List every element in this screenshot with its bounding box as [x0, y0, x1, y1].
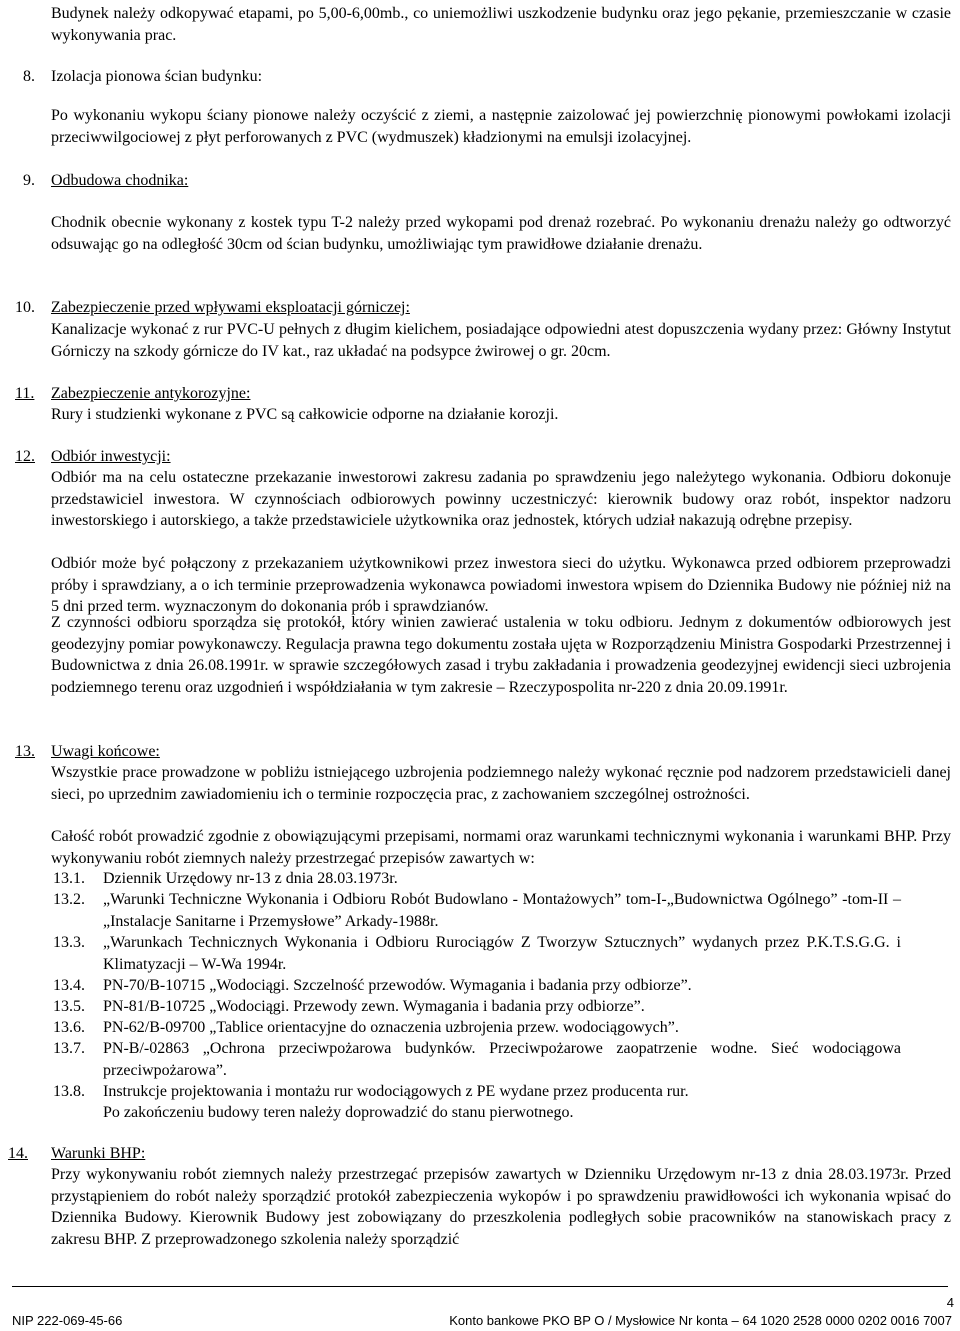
list-item-number: 13.1. — [53, 870, 85, 887]
section-number: 13. — [15, 743, 35, 760]
section-13-paragraph-2: Całość robót prowadzić zgodnie z obowiązującymi przepisami, normami oraz warunkami technicznymi wykonania i warunkami BHP. Przy wykonywaniu robót ziemnych należy przestrzegać przepisów zawartych w: — [51, 828, 951, 867]
section-title: Zabezpieczenie przed wpływami eksploatacji górniczej: — [51, 299, 410, 316]
section-12-paragraph-3: Z czynności odbioru sporządza się protokół, który winien zawierać ustalenia w toku odbioru. Jednym z dokumentów odbiorowych jest geodezyjny pomiar powykonawczy. Regulacja prawna tego dokumentu została ujęta w Rozporządzeniu Ministra Gospodarki Przestrzennej i Budownictwa z dnia 26.08.1991r. w sprawie szczegółowych zasad i trybu zakładania i prowadzenia geodezyjnej ewidencji sieci uzbrojenia podziemnego terenu oraz uzgodnień i współdziałania w tym zakresie – Rzeczypospolita nr-220 z dnia 20.09.1991r. — [51, 614, 951, 696]
list-item-number: 13.6. — [53, 1019, 85, 1036]
section-11-paragraph: Rury i studzienki wykonane z PVC są całkowicie odporne na działanie korozji. — [51, 406, 559, 423]
section-title: Odbudowa chodnika: — [51, 172, 189, 189]
section-10-paragraph: Kanalizacje wykonać z rur PVC-U pełnych z długim kielichem, posiadające odpowiedni atest dopuszczenia wydany przez: Główny Instytut Górniczy na szkody górnicze do IV kat., raz układać na podsypce żwirowej o gr. 20cm. — [51, 321, 951, 360]
section-title: Uwagi końcowe: — [51, 743, 160, 760]
list-item-text: „Warunki Techniczne Wykonania i Odbioru Robót Budowlano - Montażowych” tom-I-„Budownictwa Ogólnego” -tom-II –„Instalacje Sanitarne i Przemysłowe” Arkady-1988r. — [103, 891, 901, 930]
footer-nip: NIP 222-069-45-66 — [12, 1313, 123, 1328]
list-item-text: PN-81/B-10725 „Wodociągi. Przewody zewn. Wymagania i badania przy odbiorze”. — [103, 998, 645, 1015]
footer-bank-account: Konto bankowe PKO BP O / Mysłowice Nr konta – 64 1020 2528 0000 0202 0016 7007 — [449, 1313, 952, 1328]
section-12-paragraph-1: Odbiór ma na celu ostateczne przekazanie inwestorowi zakresu zadania po sprawdzeniu jego należytego wykonania. Odbioru dokonuje przedstawiciel inwestora. W czynnościach odbiorowych powinny uczestniczyć: kierownik budowy oraz robót, inspektor nadzoru inwestorskiego i autorskiego, a także przedstawiciele użytkownika oraz jednostek, których udział nakazują odrębne przepisy. — [51, 469, 951, 529]
list-item-number: 13.4. — [53, 977, 85, 994]
list-item-text: „Warunkach Technicznych Wykonania i Odbioru Rurociągów Z Tworzyw Sztucznych” wydanych przez P.K.T.S.G.G. i Klimatyzacji – W-Wa 1994r. — [103, 934, 901, 973]
list-item-number: 13.5. — [53, 998, 85, 1015]
list-item-number: 13.2. — [53, 891, 85, 908]
list-item-text: Dziennik Urzędowy nr-13 z dnia 28.03.1973r. — [103, 870, 398, 887]
section-title: Izolacja pionowa ścian budynku: — [51, 68, 263, 85]
list-item-number: 13.7. — [53, 1040, 85, 1057]
list-item-text: PN-B/-02863 „Ochrona przeciwpożarowa budynków. Przeciwpożarowe zaopatrzenie wodne. Sieć wodociągowa przeciwpożarowa”. — [103, 1040, 901, 1079]
intro-paragraph: Budynek należy odkopywać etapami, po 5,00-6,00mb., co uniemożliwi uszkodzenie budynku oraz jego pękanie, przemieszczanie w czasie wykonywania prac. — [51, 5, 951, 44]
section-number: 10. — [15, 299, 35, 316]
section-number: 14. — [8, 1145, 28, 1162]
footer-divider — [12, 1286, 948, 1287]
section-9-paragraph: Chodnik obecnie wykonany z kostek typu T-2 należy przed wykopami pod drenaż rozebrać. Po wykonaniu drenażu należy go odtworzyć odsuwając go na odległość 30cm od ścian budynku, umożliwiając tym prawidłowe działanie drenażu. — [51, 214, 951, 253]
list-item-text: Instrukcje projektowania i montażu rur wodociągowych z PE wydane przez producenta rur. — [103, 1083, 689, 1100]
list-item-text: PN-70/B-10715 „Wodociągi. Szczelność przewodów. Wymagania i badania przy odbiorze”. — [103, 977, 692, 994]
section-8-paragraph: Po wykonaniu wykopu ściany pionowe należy oczyścić z ziemi, a następnie zaizolować jej powierzchnię pionowymi powłokami izolacji przeciwwilgociowej z płyt perforowanych z PVC (wydmuszek) kładzionymi na emulsji izolacyjnej. — [51, 107, 951, 146]
section-number: 8. — [23, 68, 35, 85]
section-12-paragraph-2: Odbiór może być połączony z przekazaniem użytkownikowi przez inwestora sieci do użytku. Wykonawca przed odbiorem przeprowadzi próby i sprawdziany, a o ich terminie przeprowadzenia wykonawca powiadomi inwestora wpisem do Dziennika Budowy nie później niż na 5 dni przed term. wyznaczonym do dokonania prób i sprawdzianów. — [51, 555, 951, 615]
section-14-paragraph: Przy wykonywaniu robót ziemnych należy przestrzegać przepisów zawartych w Dzienniku Urzędowym nr-13 z dnia 28.03.1973r. Przed przystąpieniem do robót należy sporządzić protokół zabezpieczenia wykopów i po sprawdzeniu prawidłowości ich wykonania wpisać do Dziennika Budowy. Kierownik Budowy jest zobowiązany do przeszkolenia podległych sobie pracowników na stanowiskach pracy z zakresu BHP. Z przeprowadzonego szkolenia należy sporządzić — [51, 1166, 951, 1248]
list-item-number: 13.3. — [53, 934, 85, 951]
closing-note-text: Po zakończeniu budowy teren należy doprowadzić do stanu pierwotnego. — [103, 1104, 574, 1121]
section-title: Warunki BHP: — [51, 1145, 146, 1162]
section-number: 12. — [15, 448, 35, 465]
section-title: Zabezpieczenie antykorozyjne: — [51, 385, 251, 402]
section-number: 9. — [23, 172, 35, 189]
list-item-text: PN-62/B-09700 „Tablice orientacyjne do oznaczenia uzbrojenia przew. wodociągowych”. — [103, 1019, 679, 1036]
list-item-number: 13.8. — [53, 1083, 85, 1100]
section-title: Odbiór inwestycji: — [51, 448, 171, 465]
section-13-paragraph-1: Wszystkie prace prowadzone w pobliżu istniejącego uzbrojenia podziemnego należy wykonać ręcznie pod nadzorem przedstawicieli danej sieci, po uprzednim zawiadomieniu ich o terminie rozpoczęcia prac, z zachowaniem szczególnej ostrożności. — [51, 764, 951, 803]
section-number: 11. — [15, 385, 35, 402]
page-number: 4 — [946, 1295, 954, 1310]
